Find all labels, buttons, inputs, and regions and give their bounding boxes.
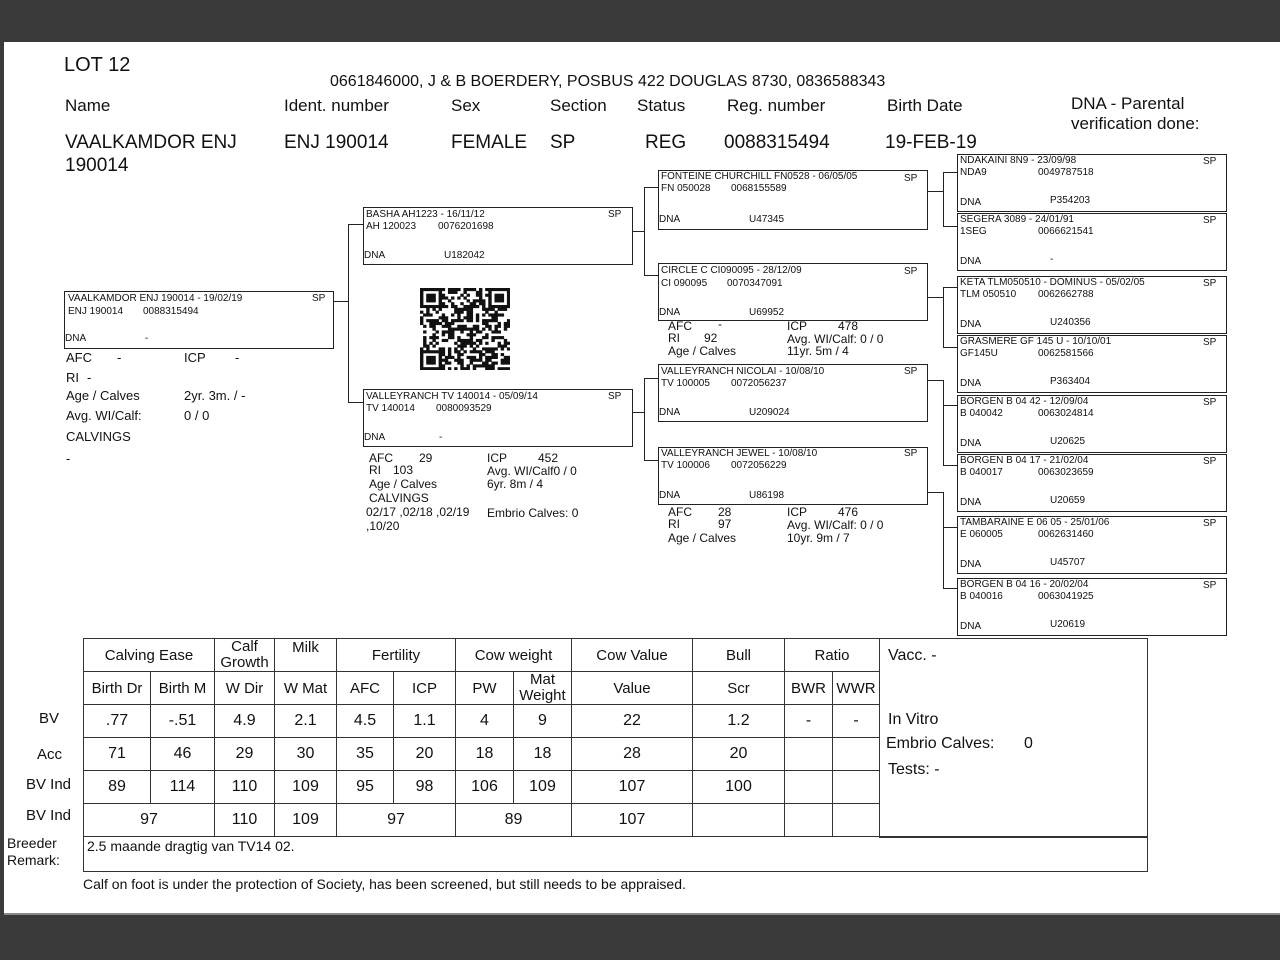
wi-value: 0 / 0 — [184, 408, 210, 423]
sub-header: Scr — [693, 672, 785, 705]
great-grandparent-box — [957, 578, 1227, 636]
acc-cell: 18 — [514, 738, 572, 771]
connector — [644, 378, 658, 379]
box-reg: 0062631460 — [1038, 529, 1094, 540]
box-title: CIRCLE C CI090095 - 28/12/09 — [661, 265, 802, 276]
box-dna-label: DNA — [960, 438, 982, 449]
box-reg: 0062581566 — [1038, 348, 1094, 359]
icp-label: ICP — [487, 451, 508, 465]
age-value: 6yr. 8m / 4 — [487, 477, 544, 491]
grandparent-box — [658, 170, 928, 230]
box-reg: 0049787518 — [1038, 167, 1094, 178]
afc-label: AFC — [668, 505, 692, 519]
box-ident: CI 090095 — [661, 278, 708, 289]
ind-milk: 109 — [275, 804, 337, 837]
box-title: VAALKAMDOR ENJ 190014 - 19/02/19 — [68, 293, 243, 304]
great-grandparent-box — [957, 395, 1227, 453]
header-dna-1: DNA - Parental — [1071, 94, 1185, 113]
header-section: Section — [550, 96, 607, 115]
acc-cell: 28 — [572, 738, 693, 771]
bv-cell: 9 — [514, 705, 572, 738]
connector — [926, 191, 943, 192]
connector — [943, 172, 944, 226]
bv-ind-cell: 110 — [215, 771, 275, 804]
acc-cell: 29 — [215, 738, 275, 771]
box-reg: 0063041925 — [1038, 591, 1094, 602]
icp-value: 476 — [838, 505, 859, 519]
bv-row — [84, 705, 880, 738]
sub-header: BWR — [785, 672, 833, 705]
connector — [644, 460, 658, 461]
connector — [348, 224, 363, 225]
row-label-acc: Acc — [37, 746, 63, 763]
box-section: SP — [1203, 215, 1217, 226]
box-title: BORGEN B 04 42 - 12/09/04 — [960, 396, 1089, 407]
sub-header: Mat Weight — [514, 672, 572, 705]
age-label: Age / Calves — [66, 388, 140, 403]
acc-cell: 35 — [337, 738, 394, 771]
box-dna-label: DNA — [65, 333, 87, 344]
age-value: 11yr. 5m / 4 — [787, 344, 849, 358]
box-dna-label: DNA — [364, 432, 386, 443]
age-value: 2yr. 3m. / - — [184, 388, 246, 403]
ind-wwr — [833, 804, 880, 837]
box-ident: TV 140014 — [366, 403, 415, 414]
connector — [348, 402, 363, 403]
box-title: BORGEN B 04 17 - 21/02/04 — [960, 455, 1089, 466]
bv-ind-cell: 106 — [456, 771, 514, 804]
sub-header: WWR — [833, 672, 880, 705]
connector — [943, 287, 944, 347]
connector — [943, 465, 957, 466]
afc-label: AFC — [66, 350, 92, 365]
box-section: SP — [904, 266, 918, 277]
ri-label: RI — [668, 331, 680, 345]
group-calf-growth-label: Calf Growth — [220, 638, 269, 671]
box-dna-label: DNA — [659, 214, 681, 225]
ri-value: - — [87, 370, 92, 385]
calvings-value: - — [66, 451, 71, 466]
acc-cell: 18 — [456, 738, 514, 771]
great-grandparent-box — [957, 276, 1227, 334]
connector — [943, 287, 957, 288]
ind-fertility: 97 — [337, 804, 456, 837]
box-dna-label: DNA — [960, 378, 982, 389]
connector — [644, 187, 658, 188]
box-title: NDAKAINI 8N9 - 23/09/98 — [960, 155, 1077, 166]
bv-cell: -.51 — [151, 705, 215, 738]
age-label: Age / Calves — [668, 531, 737, 545]
box-section: SP — [312, 293, 326, 304]
sub-header-row — [84, 672, 880, 705]
box-dna-value: - — [1050, 254, 1054, 265]
box-section: SP — [1203, 518, 1217, 529]
bv-ind-cell: 114 — [151, 771, 215, 804]
sub-header: ICP — [394, 672, 456, 705]
remark-text: 2.5 maande dragtig van TV14 02. — [87, 838, 295, 854]
group-bull: Bull — [693, 639, 785, 672]
afc-value: - — [117, 350, 122, 365]
bv-cell: 22 — [572, 705, 693, 738]
header-dna-2: verification done: — [1071, 114, 1200, 133]
divider — [4, 913, 1280, 915]
bv-ind-combined-row — [84, 804, 880, 837]
connector — [348, 224, 349, 402]
box-ident: TV 100006 — [661, 460, 710, 471]
group-ratio: Ratio — [785, 639, 880, 672]
animal-name-1: VAALKAMDOR ENJ — [65, 132, 237, 153]
ri-label: RI — [668, 517, 680, 531]
acc-cell: 20 — [394, 738, 456, 771]
great-grandparent-box — [957, 335, 1227, 393]
box-dna-value: U20619 — [1050, 619, 1086, 630]
vacc-label: Vacc. - — [888, 647, 937, 664]
connector — [943, 380, 944, 405]
afc-value: 29 — [419, 451, 433, 465]
box-title: BORGEN B 04 16 - 20/02/04 — [960, 579, 1089, 590]
calvings-dates: ,10/20 — [366, 519, 400, 533]
box-section: SP — [1203, 580, 1217, 591]
box-section: SP — [904, 173, 918, 184]
acc-cell — [833, 738, 880, 771]
group-cow-value: Cow Value — [572, 639, 693, 672]
icp-label: ICP — [184, 350, 206, 365]
bv-ind-cell: 100 — [693, 771, 785, 804]
box-ident: GF145U — [960, 348, 998, 359]
embrio-value: 0 — [1024, 735, 1033, 752]
box-ident: NDA9 — [960, 167, 987, 178]
box-dna-value: U20625 — [1050, 436, 1086, 447]
sire-box — [363, 207, 633, 265]
box-reg: 0068155589 — [731, 183, 787, 194]
bv-cell: 1.1 — [394, 705, 456, 738]
connector — [644, 378, 645, 460]
bv-ind-cell: 109 — [275, 771, 337, 804]
bv-cell: 1.2 — [693, 705, 785, 738]
calvings-dates: 02/17 ,02/18 ,02/19 — [366, 505, 470, 519]
header-sex: Sex — [451, 96, 481, 115]
connector — [943, 347, 957, 348]
header-birth: Birth Date — [887, 96, 963, 115]
group-cow-weight: Cow weight — [456, 639, 572, 672]
box-title: KETA TLM050510 - DOMINUS - 05/02/05 — [960, 277, 1145, 288]
ind-calving-ease: 97 — [84, 804, 215, 837]
box-ident: FN 050028 — [661, 183, 711, 194]
box-title: VALLEYRANCH TV 140014 - 05/09/14 — [366, 391, 538, 402]
age-label: Age / Calves — [668, 344, 737, 358]
ri-value: 92 — [704, 331, 718, 345]
header-reg: Reg. number — [727, 96, 826, 115]
box-reg: 0072056229 — [731, 460, 787, 471]
box-section: SP — [1203, 156, 1217, 167]
bv-ind-cell: 98 — [394, 771, 456, 804]
box-dna-label: DNA — [960, 559, 982, 570]
sub-header: AFC — [337, 672, 394, 705]
bv-cell: - — [833, 705, 880, 738]
connector — [943, 527, 957, 528]
remark-box — [83, 836, 1148, 872]
box-section: SP — [608, 391, 622, 402]
animal-reg: 0088315494 — [724, 132, 830, 153]
connector — [332, 301, 348, 302]
sub-header: W Dir — [215, 672, 275, 705]
connector — [943, 492, 944, 588]
footer-note: Calf on foot is under the protection of Society, has been screened, but still needs to be appraised. — [83, 876, 686, 892]
wi-value: Avg. WI/Calf: 0 / 0 — [787, 332, 884, 346]
sub-header: W Mat — [275, 672, 337, 705]
afc-label: AFC — [668, 319, 692, 333]
dam-box — [363, 389, 633, 447]
bv-cell: 4.5 — [337, 705, 394, 738]
header-status: Status — [637, 96, 686, 115]
wi-label: Avg. WI/Calf: — [66, 408, 142, 423]
box-ident: TLM 050510 — [960, 289, 1017, 300]
box-title: TAMBARAINE E 06 05 - 25/01/06 — [960, 517, 1110, 528]
bv-cell: 2.1 — [275, 705, 337, 738]
box-dna-value: U86198 — [749, 490, 785, 501]
connector — [644, 275, 658, 276]
box-ident: E 060005 — [960, 529, 1003, 540]
box-section: SP — [904, 448, 918, 459]
row-label-bv: BV — [39, 710, 60, 727]
bv-ind-row — [84, 771, 880, 804]
header-name: Name — [65, 96, 111, 115]
vaccination-panel — [879, 638, 1148, 838]
age-value: 10yr. 9m / 7 — [787, 531, 850, 545]
box-section: SP — [904, 366, 918, 377]
box-title: GRASMERE GF 145 U - 10/10/01 — [960, 336, 1112, 347]
connector — [926, 380, 943, 381]
box-reg: 0072056237 — [731, 378, 787, 389]
icp-label: ICP — [787, 505, 808, 519]
tests-label: Tests: - — [888, 761, 940, 778]
grandparent-box — [658, 263, 928, 321]
box-dna-label: DNA — [364, 250, 386, 261]
sub-header: Value — [572, 672, 693, 705]
ind-calf-growth: 110 — [215, 804, 275, 837]
acc-cell: 71 — [84, 738, 151, 771]
icp-label: ICP — [787, 319, 808, 333]
bv-cell: 4 — [456, 705, 514, 738]
box-dna-value: U240356 — [1050, 317, 1091, 328]
bv-cell: .77 — [84, 705, 151, 738]
animal-ident: ENJ 190014 — [284, 132, 389, 153]
animal-birth: 19-FEB-19 — [885, 132, 977, 153]
bv-ind-cell: 89 — [84, 771, 151, 804]
afc-label: AFC — [369, 451, 393, 465]
box-ident: B 040042 — [960, 408, 1003, 419]
subject-pedigree-box — [64, 291, 334, 349]
connector — [943, 226, 957, 227]
sub-header: Birth Dr — [84, 672, 151, 705]
box-dna-label: DNA — [960, 197, 982, 208]
remark-label-1: Breeder — [7, 835, 57, 851]
box-ident: TV 100005 — [661, 378, 710, 389]
afc-value: - — [718, 317, 722, 331]
sub-header: Birth M — [151, 672, 215, 705]
bv-ind-cell: 109 — [514, 771, 572, 804]
box-section: SP — [1203, 337, 1217, 348]
box-dna-value: P363404 — [1050, 376, 1091, 387]
qr-code — [420, 288, 510, 370]
great-grandparent-box — [957, 454, 1227, 512]
embrio-calves: Embrio Calves: 0 — [487, 506, 579, 520]
embrio-label: Embrio Calves: — [886, 735, 995, 752]
box-reg: 0088315494 — [143, 306, 199, 317]
box-section: SP — [608, 209, 622, 220]
calvings-label: CALVINGS — [369, 491, 429, 505]
connector — [926, 492, 943, 493]
icp-value: 452 — [538, 451, 559, 465]
animal-status: REG — [645, 132, 687, 153]
age-label: Age / Calves — [369, 477, 438, 491]
box-ident: AH 120023 — [366, 221, 417, 232]
wi-label: Avg. WI/Calf0 / 0 — [487, 464, 577, 478]
animal-name-2: 190014 — [65, 155, 129, 176]
acc-cell — [785, 738, 833, 771]
acc-cell: 20 — [693, 738, 785, 771]
icp-value: - — [235, 350, 240, 365]
box-title: FONTEINE CHURCHILL FN0528 - 06/05/05 — [661, 171, 858, 182]
box-dna-value: - — [439, 432, 443, 443]
box-dna-value: U182042 — [444, 250, 485, 261]
box-dna-label: DNA — [960, 319, 982, 330]
box-ident: ENJ 190014 — [68, 306, 124, 317]
ind-bull — [693, 804, 785, 837]
box-dna-label: DNA — [659, 407, 681, 418]
box-title: SEGERA 3089 - 24/01/91 — [960, 214, 1074, 225]
breeder-line: 0661846000, J & B BOERDERY, POSBUS 422 DOUGLAS 8730, 0836588343 — [330, 73, 886, 90]
box-title: VALLEYRANCH JEWEL - 10/08/10 — [661, 448, 818, 459]
group-calving-ease: Calving Ease — [84, 639, 215, 672]
box-reg: 0076201698 — [438, 221, 494, 232]
box-reg: 0070347091 — [727, 278, 783, 289]
ind-cow-weight: 89 — [456, 804, 572, 837]
box-section: SP — [1203, 397, 1217, 408]
animal-sex: FEMALE — [451, 132, 528, 153]
box-reg: 0080093529 — [436, 403, 492, 414]
bv-cell: 4.9 — [215, 705, 275, 738]
connector — [926, 297, 943, 298]
in-vitro-label: In Vitro — [888, 711, 939, 728]
box-dna-label: DNA — [659, 307, 681, 318]
wi-value: Avg. WI/Calf: 0 / 0 — [787, 518, 884, 532]
animal-section: SP — [550, 132, 576, 153]
acc-row — [84, 738, 880, 771]
great-grandparent-box — [957, 154, 1227, 212]
box-ident: B 040016 — [960, 591, 1003, 602]
box-dna-label: DNA — [960, 621, 982, 632]
bv-cell: - — [785, 705, 833, 738]
box-dna-value: - — [145, 333, 149, 344]
breeding-values-table — [83, 638, 880, 837]
calvings-label: CALVINGS — [66, 429, 131, 444]
box-reg: 0063024814 — [1038, 408, 1094, 419]
connector — [943, 405, 944, 465]
icp-value: 478 — [838, 319, 859, 333]
bv-ind-cell: 95 — [337, 771, 394, 804]
row-label-bv-ind-2: BV Ind — [26, 807, 72, 824]
bv-ind-cell — [785, 771, 833, 804]
great-grandparent-box — [957, 516, 1227, 574]
connector — [943, 405, 957, 406]
box-dna-label: DNA — [960, 497, 982, 508]
ri-label: RI — [66, 370, 79, 385]
box-dna-label: DNA — [960, 256, 982, 267]
group-milk: Milk — [275, 639, 337, 672]
connector — [644, 187, 645, 275]
bv-ind-cell — [833, 771, 880, 804]
great-grandparent-box — [957, 213, 1227, 271]
box-dna-value: U209024 — [749, 407, 790, 418]
sub-header: PW — [456, 672, 514, 705]
box-section: SP — [1203, 456, 1217, 467]
box-title: BASHA AH1223 - 16/11/12 — [366, 209, 485, 220]
box-dna-value: U20659 — [1050, 495, 1086, 506]
ri-value: 97 — [718, 517, 732, 531]
box-reg: 0066621541 — [1038, 226, 1094, 237]
ind-cow-value: 107 — [572, 804, 693, 837]
bv-ind-cell: 107 — [572, 771, 693, 804]
box-reg: 0062662788 — [1038, 289, 1094, 300]
box-ident: 1SEG — [960, 226, 987, 237]
grandparent-box — [658, 447, 928, 505]
box-section: SP — [1203, 278, 1217, 289]
lot-number: LOT 12 — [64, 54, 131, 76]
ri-label: RI — [369, 463, 381, 477]
ri-value: 103 — [393, 463, 414, 477]
afc-value: 28 — [718, 505, 732, 519]
header-ident: Ident. number — [284, 96, 389, 115]
acc-cell: 46 — [151, 738, 215, 771]
box-dna-value: U45707 — [1050, 557, 1086, 568]
group-calf-growth — [215, 639, 275, 672]
remark-label-2: Remark: — [7, 852, 60, 868]
group-fertility: Fertility — [337, 639, 456, 672]
connector — [943, 172, 957, 173]
connector — [943, 588, 957, 589]
acc-cell: 30 — [275, 738, 337, 771]
box-dna-value: U69952 — [749, 307, 785, 318]
row-label-bv-ind: BV Ind — [26, 776, 72, 793]
box-dna-value: U47345 — [749, 214, 785, 225]
grandparent-box — [658, 364, 928, 422]
box-dna-value: P354203 — [1050, 195, 1091, 206]
box-ident: B 040017 — [960, 467, 1003, 478]
box-title: VALLEYRANCH NICOLAI - 10/08/10 — [661, 366, 825, 377]
ind-bwr — [785, 804, 833, 837]
box-reg: 0063023659 — [1038, 467, 1094, 478]
box-dna-label: DNA — [659, 490, 681, 501]
